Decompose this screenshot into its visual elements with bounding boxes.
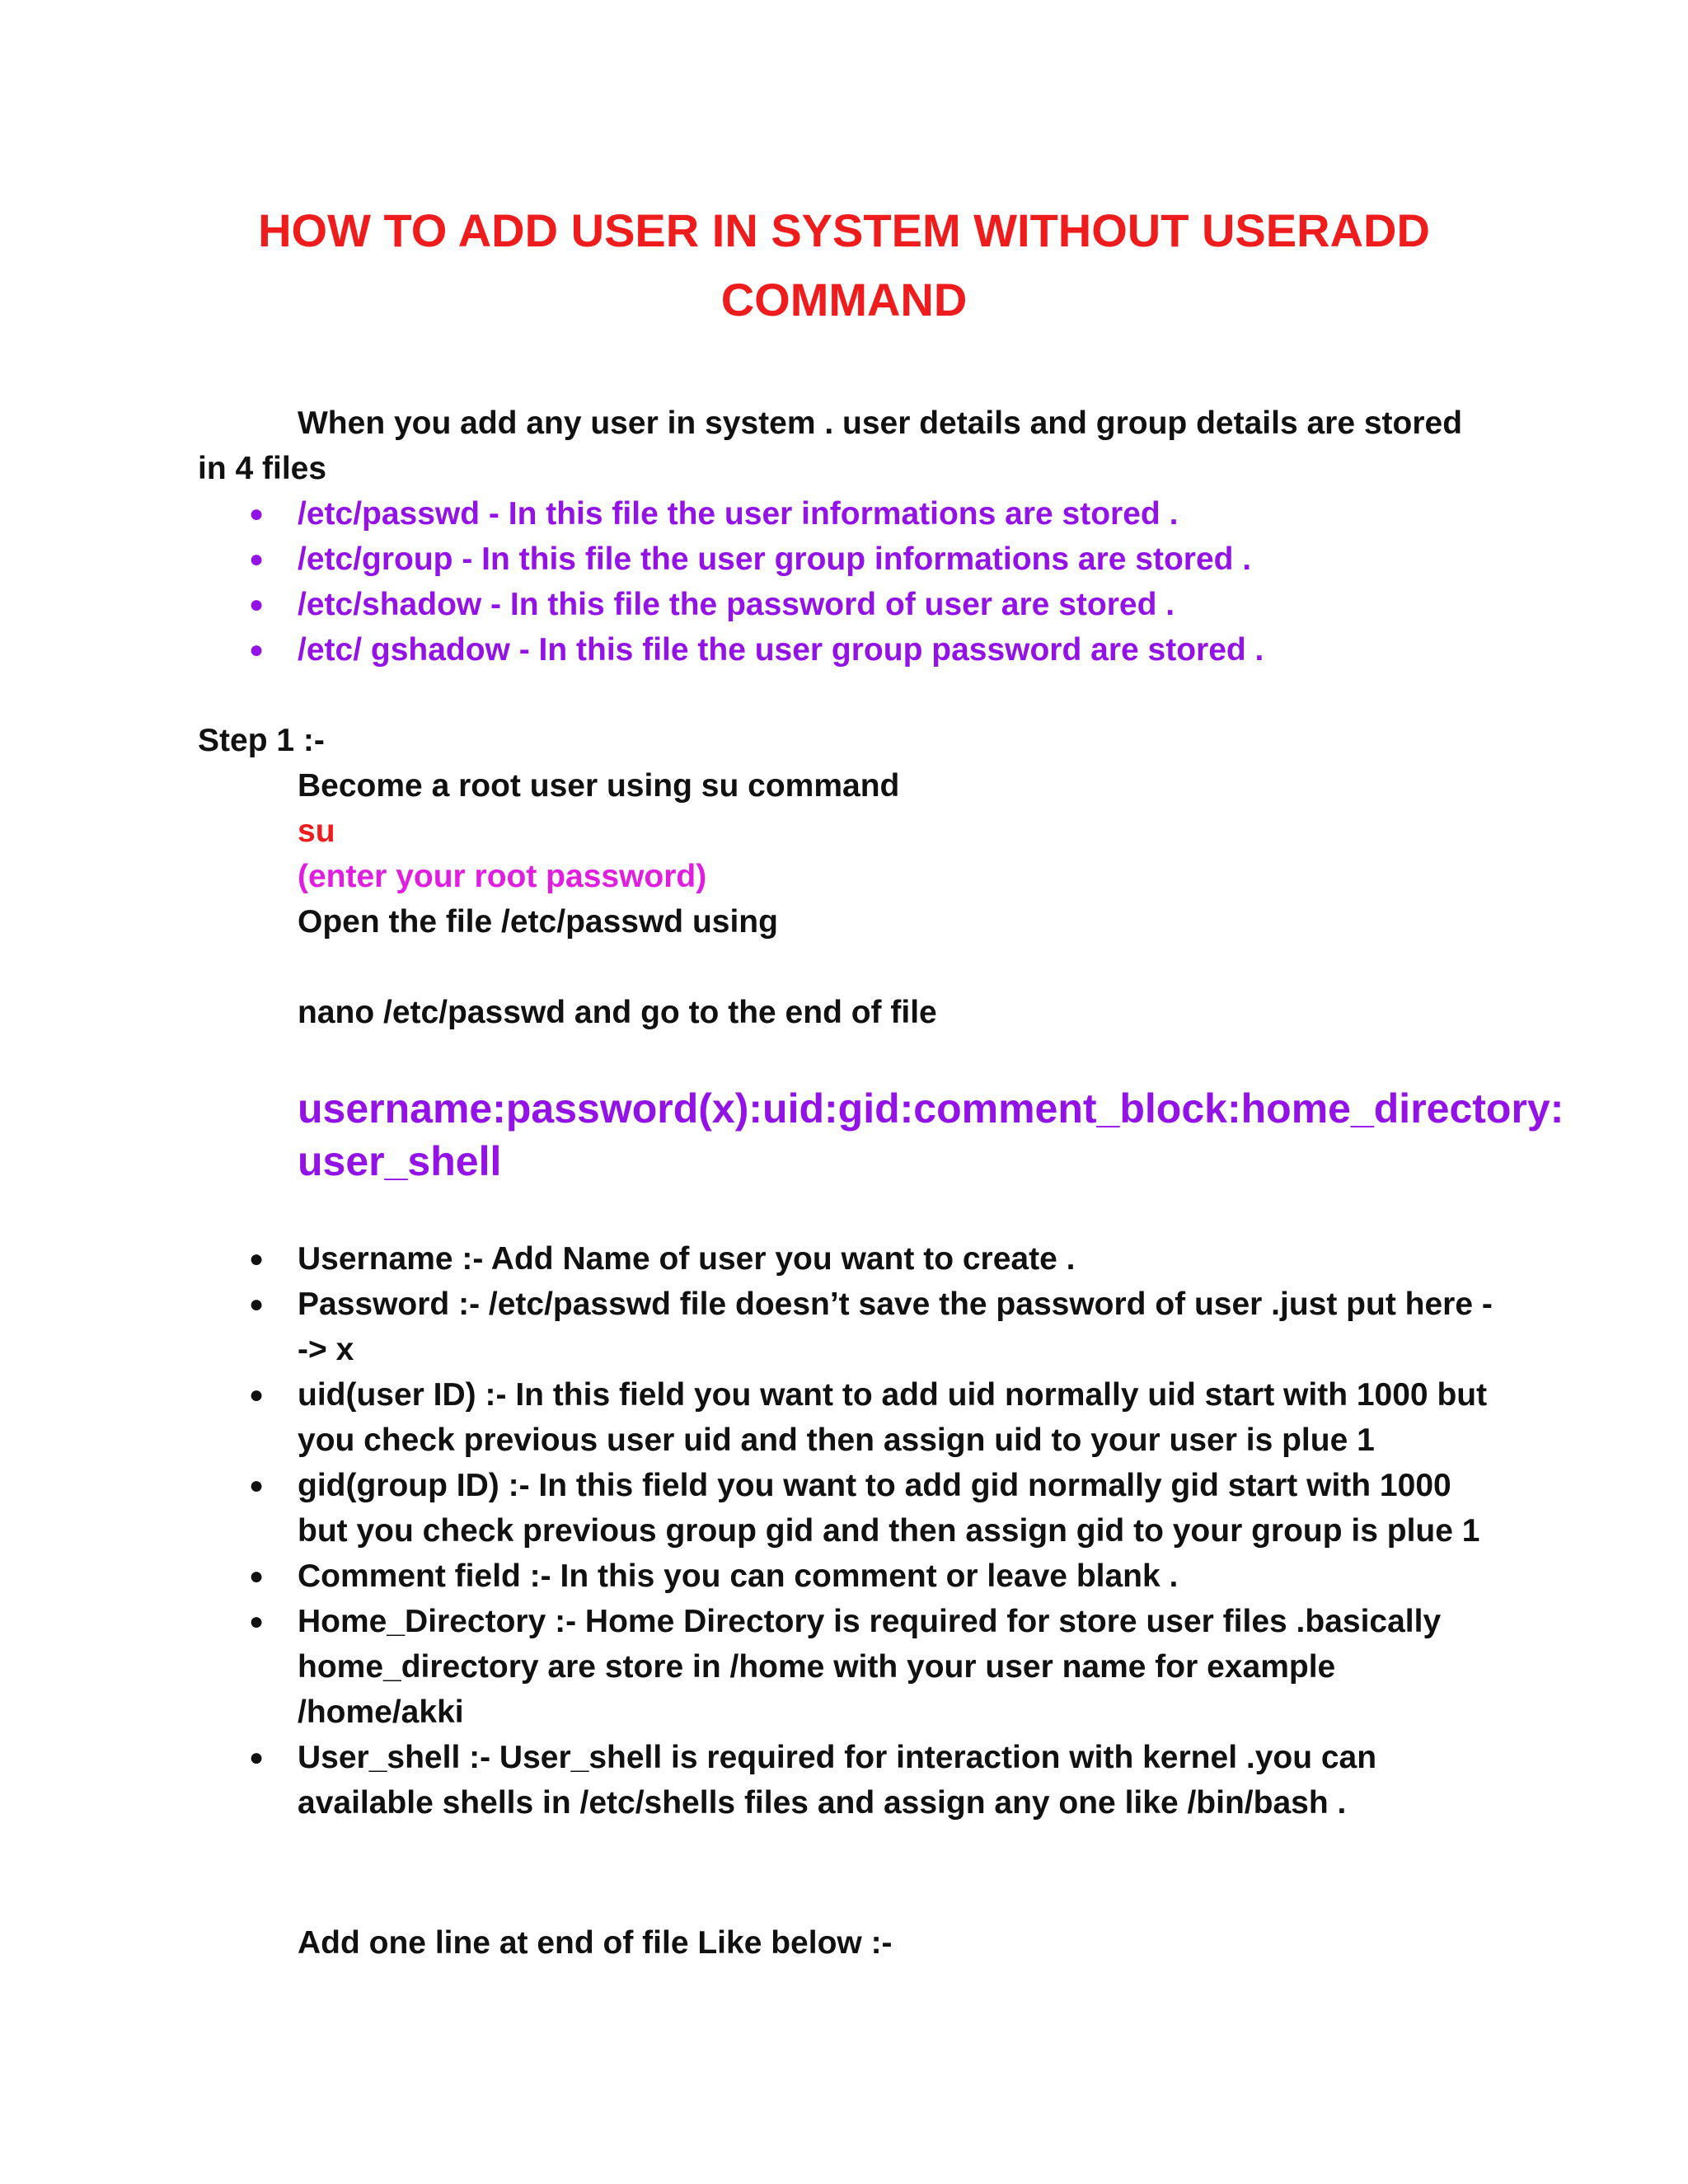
bullet-icon: ● — [249, 546, 265, 573]
file-item-text: /etc/passwd - In this file the user informations are stored . — [298, 496, 1179, 532]
su-command: su — [298, 813, 335, 849]
list-item — [198, 582, 1517, 627]
field-item-text: gid(group ID) :- In this field you want to add gid normally gid start with 1000 but you check previous group gid and then assign gid to your group is plue 1 — [298, 1468, 1480, 1549]
step-heading: Step 1 :- — [198, 723, 325, 758]
intro-text: When you add any user in system . user details and group details are stored in 4 files — [198, 405, 1463, 486]
bullet-icon: ● — [249, 1744, 265, 1771]
bullet-icon: ● — [249, 1563, 265, 1590]
page-title: HOW TO ADD USER IN SYSTEM WITHOUT USERADD COMMAND — [258, 204, 1430, 326]
field-item-text: Username :- Add Name of user you want to create . — [298, 1241, 1076, 1277]
list-item — [198, 1463, 1500, 1554]
file-item-text: /etc/ gshadow - In this file the user group password are stored . — [298, 632, 1264, 668]
list-item — [198, 491, 1517, 537]
list-item — [198, 1554, 1500, 1599]
list-item — [198, 1236, 1500, 1282]
files-list — [198, 491, 1517, 673]
field-item-text: Comment field :- In this you can comment or leave blank . — [298, 1558, 1179, 1594]
intro-paragraph — [198, 401, 1484, 491]
password-hint: (enter your root password) — [298, 859, 707, 894]
closing-instruction: Add one line at end of file Like below :- — [298, 1925, 893, 1961]
list-item — [198, 1735, 1500, 1825]
list-item — [198, 537, 1517, 582]
file-item-text: /etc/group - In this file the user group informations are stored . — [298, 541, 1252, 577]
format-line: username:password(x):uid:gid:comment_block:home_directory: — [298, 1085, 1564, 1132]
list-item — [198, 1282, 1500, 1372]
format-line: user_shell — [298, 1138, 502, 1184]
open-file-instruction: Open the file /etc/passwd using — [298, 904, 778, 940]
list-item — [198, 1599, 1500, 1735]
file-item-text: /etc/shadow - In this file the password of user are stored . — [298, 587, 1175, 622]
root-instruction: Become a root user using su command — [298, 768, 900, 804]
fields-list — [198, 1236, 1500, 1825]
bullet-icon: ● — [249, 1608, 265, 1635]
bullet-icon: ● — [249, 636, 265, 663]
field-item-text: Home_Directory :- Home Directory is required for store user files .basically home_directory are store in /home with your user name for example /home/akki — [298, 1604, 1442, 1730]
bullet-icon: ● — [249, 1291, 265, 1318]
passwd-format — [298, 1082, 1564, 1188]
bullet-icon: ● — [249, 1381, 265, 1408]
bullet-icon: ● — [249, 500, 265, 527]
field-item-text: User_shell :- User_shell is required for interaction with kernel .you can available shells in /etc/shells files and assign any one like /bin/bash . — [298, 1740, 1377, 1821]
field-item-text: uid(user ID) :- In this field you want to add uid normally uid start with 1000 but you check previous user uid and then assign uid to your user is plue 1 — [298, 1377, 1488, 1458]
bullet-icon: ● — [249, 1472, 265, 1499]
field-item-text: Password :- /etc/passwd file doesn’t save the password of user .just put here --> x — [298, 1286, 1493, 1367]
bullet-icon: ● — [249, 591, 265, 618]
nano-instruction: nano /etc/passwd and go to the end of file — [298, 995, 937, 1030]
list-item — [198, 627, 1517, 673]
bullet-icon: ● — [249, 1245, 265, 1272]
list-item — [198, 1372, 1500, 1463]
